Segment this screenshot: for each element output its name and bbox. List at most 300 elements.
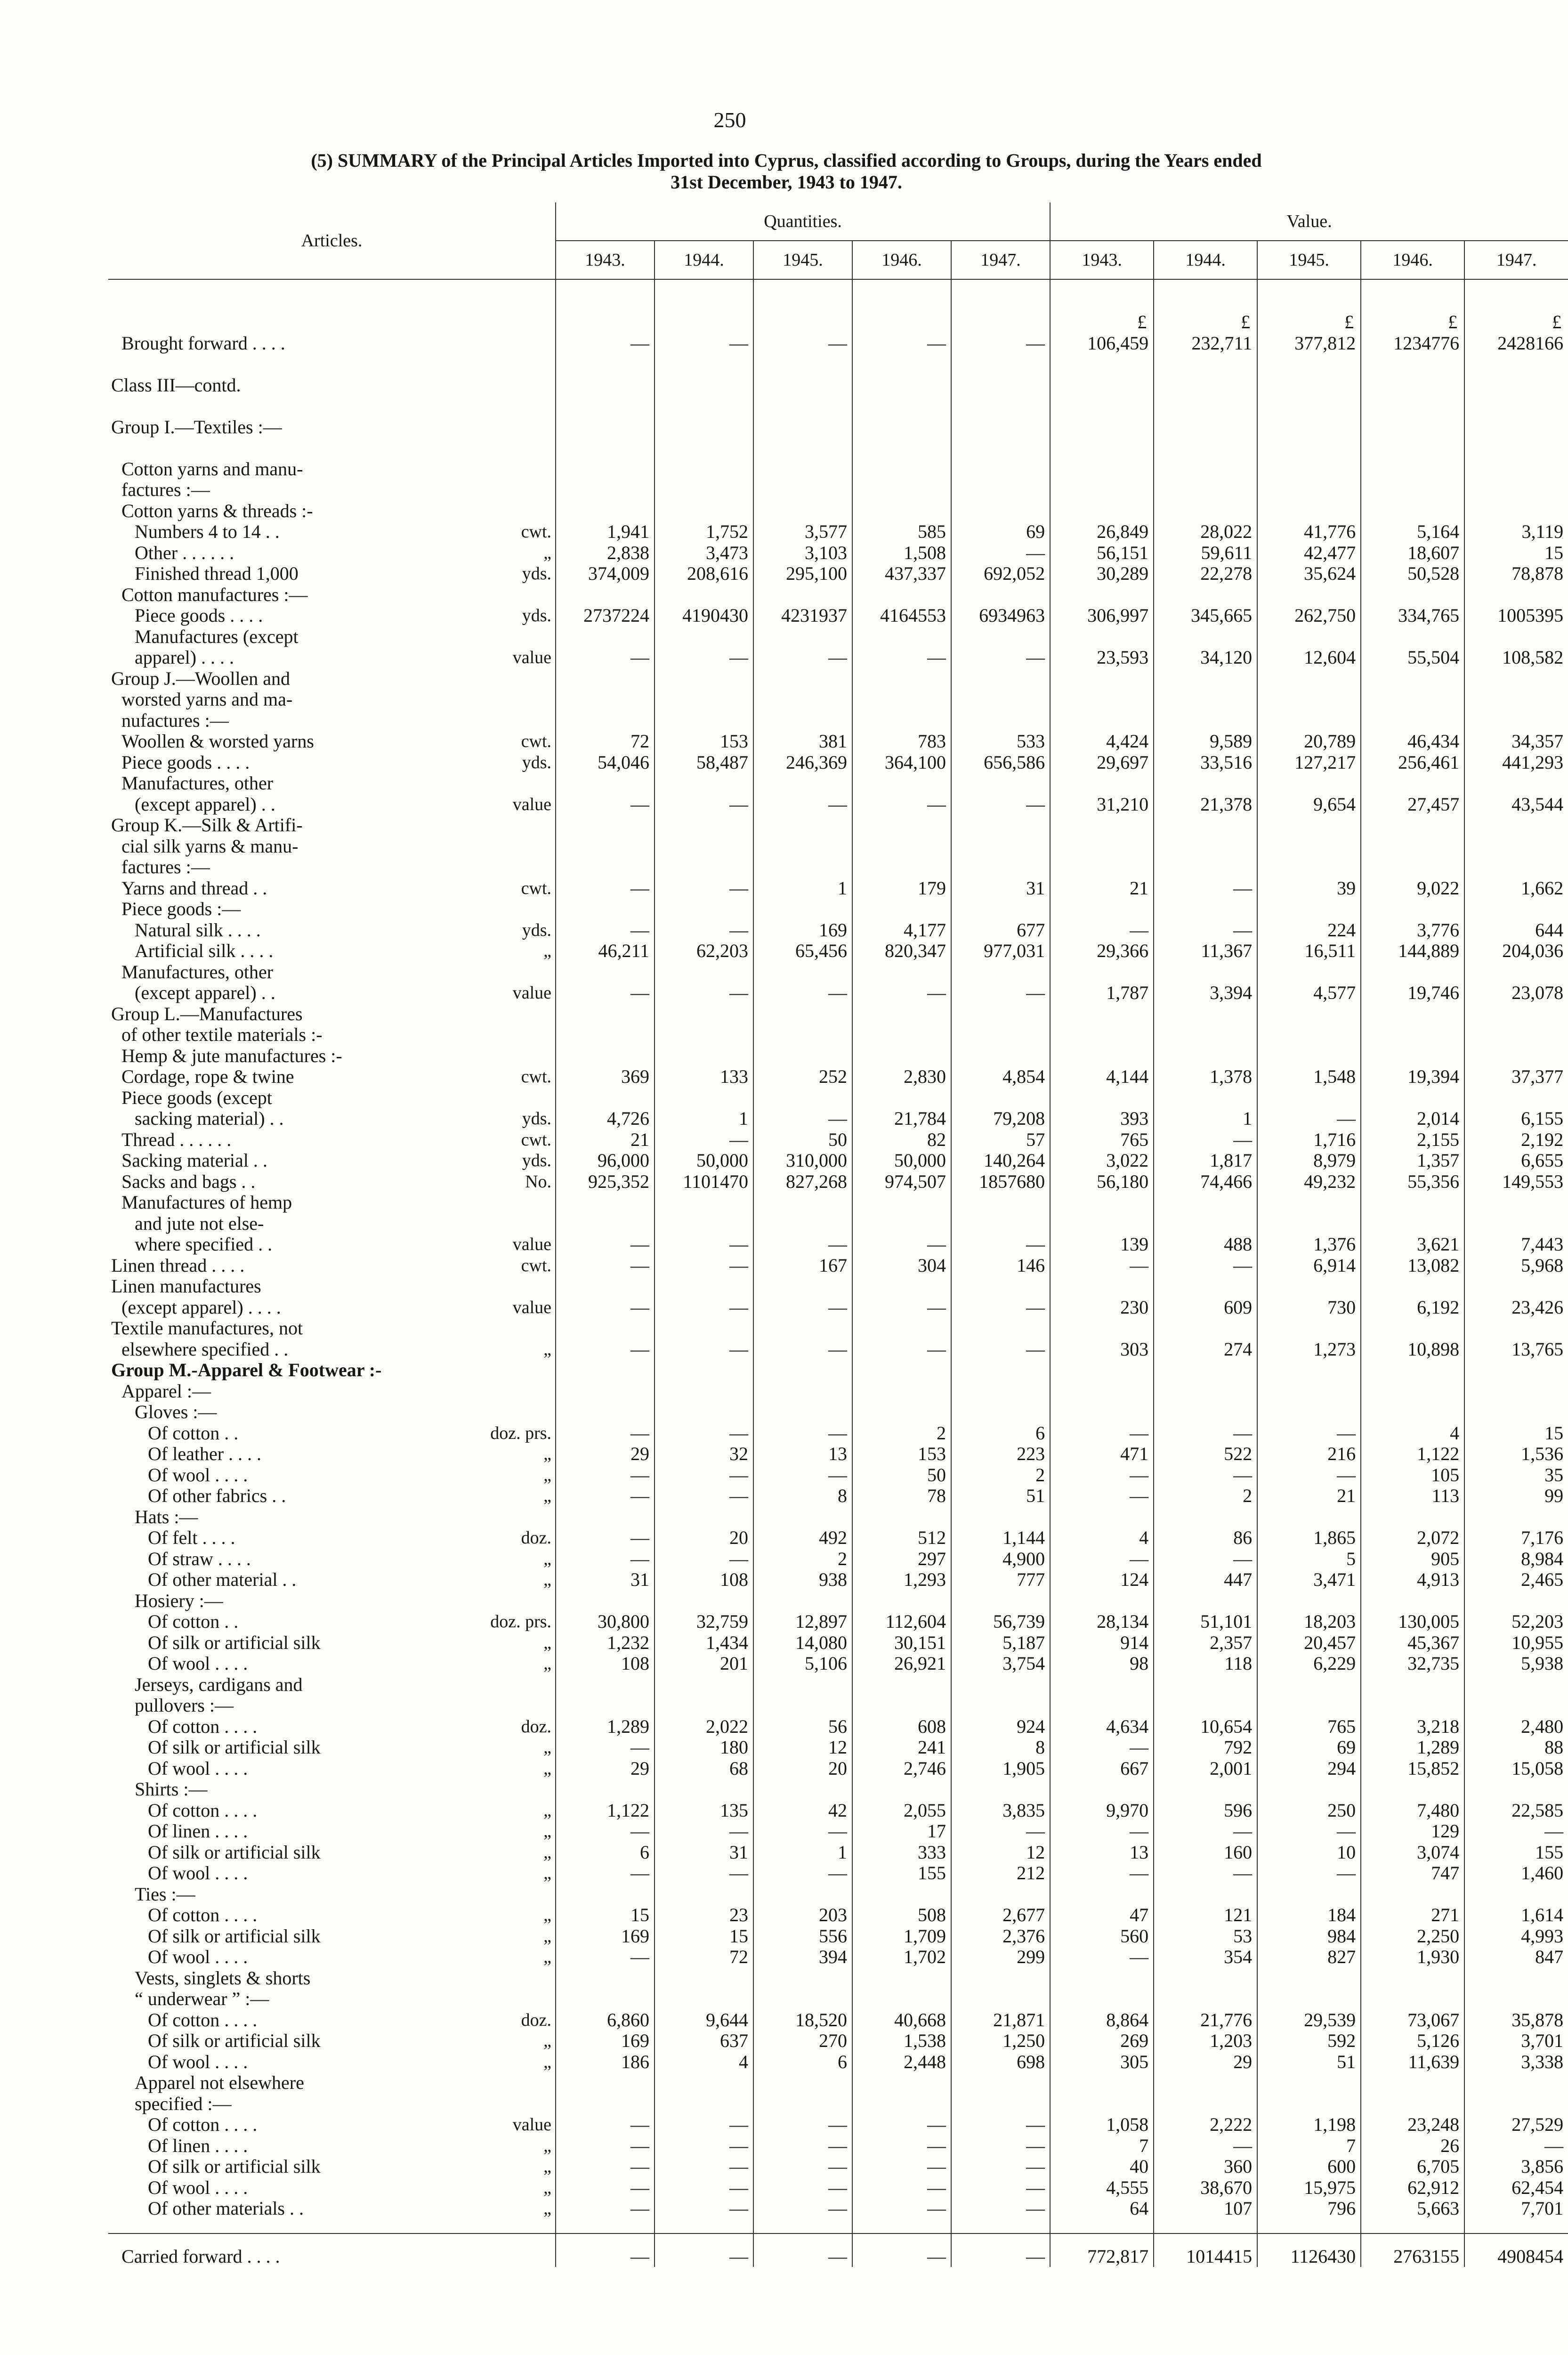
quantity-cell: 153 — [852, 1444, 951, 1465]
value-cell: 139 — [1050, 1234, 1154, 1255]
value-cell: 2,155 — [1361, 1129, 1464, 1150]
table-row — [108, 899, 1568, 920]
unit-label: doz. — [521, 1528, 552, 1548]
unit-label: cwt. — [521, 1067, 552, 1087]
quantity-cell — [852, 857, 951, 878]
spacer-cell — [951, 279, 1050, 308]
article-label: Class III—contd. — [111, 374, 241, 396]
table-row — [108, 626, 1568, 647]
quantity-year-header: 1946. — [852, 241, 951, 279]
quantity-cell: 977,031 — [951, 941, 1050, 962]
quantity-cell — [556, 773, 655, 794]
quantity-cell — [951, 1402, 1050, 1423]
table-row — [108, 1381, 1568, 1402]
value-cell: 69 — [1257, 1737, 1361, 1758]
quantity-cell — [556, 1884, 655, 1905]
quantity-cell: 201 — [655, 1653, 753, 1674]
quantity-cell: — — [556, 1527, 655, 1549]
quantity-cell — [655, 1045, 753, 1066]
page-number: 250 — [713, 108, 746, 132]
quantity-cell: — — [753, 1422, 852, 1444]
quantity-cell: — — [753, 1297, 852, 1318]
quantity-cell: 4,900 — [951, 1548, 1050, 1569]
article-label: Of silk or artificial silk — [148, 2030, 321, 2051]
unit-label: value — [512, 794, 552, 814]
unit-label — [447, 2072, 556, 2094]
article-label: Piece goods . . . . — [121, 751, 250, 773]
value-cell — [1464, 1989, 1568, 2010]
quantity-cell: — — [556, 1234, 655, 1255]
value-cell — [1361, 1674, 1464, 1695]
value-cell — [1361, 1695, 1464, 1716]
quantity-cell — [753, 1045, 852, 1066]
unit-label: „ — [543, 1549, 552, 1569]
value-cell — [1464, 1213, 1568, 1234]
value-cell: 47 — [1050, 1905, 1154, 1926]
quantity-cell — [852, 1213, 951, 1234]
value-cell — [1361, 710, 1464, 731]
quantity-cell — [753, 479, 852, 501]
quantity-cell — [753, 1213, 852, 1234]
quantity-cell — [753, 1276, 852, 1297]
quantity-cell: 12 — [753, 1737, 852, 1758]
unit-label: doz. prs. — [490, 1612, 552, 1632]
value-cell: 46,434 — [1361, 731, 1464, 752]
quantity-cell: 241 — [852, 1737, 951, 1758]
unit-label: „ — [543, 1947, 552, 1967]
table-row — [108, 1800, 1568, 1821]
quantity-cell — [852, 1318, 951, 1339]
table-row — [108, 2114, 1568, 2136]
quantity-cell — [753, 416, 852, 438]
quantity-cell — [951, 500, 1050, 521]
table-row — [108, 836, 1568, 857]
quantity-cell: 58,487 — [655, 752, 753, 773]
article-label: Of wool . . . . — [148, 1757, 248, 1779]
value-cell — [1050, 1045, 1154, 1066]
quantity-cell: 938 — [753, 1569, 852, 1591]
quantity-cell: — — [753, 2135, 852, 2156]
value-cell: — — [1154, 919, 1257, 941]
value-cell: 274 — [1154, 1339, 1257, 1360]
value-cell — [1361, 2072, 1464, 2094]
value-cell — [1361, 416, 1464, 438]
quantity-cell — [753, 1192, 852, 1213]
value-cell: 118 — [1154, 1653, 1257, 1674]
quantity-cell: 79,208 — [951, 1108, 1050, 1129]
value-cell — [1050, 1967, 1154, 1989]
quantity-cell: 46,211 — [556, 941, 655, 962]
quantity-cell — [753, 899, 852, 920]
value-cell — [1361, 438, 1464, 459]
table-row — [108, 731, 1568, 752]
table-row — [108, 1276, 1568, 1297]
value-cell — [1257, 1590, 1361, 1611]
value-cell: 667 — [1050, 1758, 1154, 1779]
value-cell — [1154, 1967, 1257, 1989]
quantity-cell: — — [852, 2135, 951, 2156]
value-cell: 6,705 — [1361, 2156, 1464, 2177]
value-cell: 127,217 — [1257, 752, 1361, 773]
quantity-cell: — — [753, 333, 852, 354]
quantity-cell: 656,586 — [951, 752, 1050, 773]
table-row — [108, 479, 1568, 501]
table-row — [108, 1716, 1568, 1737]
value-cell: 88 — [1464, 1737, 1568, 1758]
quantity-cell — [753, 689, 852, 710]
value-cell: 6,229 — [1257, 1653, 1361, 1674]
currency-symbol: £ — [1154, 308, 1257, 333]
value-total-cell: 772,817 — [1050, 2233, 1154, 2267]
value-cell: 23,078 — [1464, 983, 1568, 1004]
quantity-cell: 78 — [852, 1486, 951, 1507]
quantity-cell: — — [655, 1422, 753, 1444]
value-cell: 73,067 — [1361, 2009, 1464, 2030]
value-cell: 3,701 — [1464, 2030, 1568, 2052]
quantity-cell — [655, 1318, 753, 1339]
value-cell: 26 — [1361, 2135, 1464, 2156]
quantity-cell: — — [951, 647, 1050, 668]
quantity-cell: 381 — [753, 731, 852, 752]
quantity-cell — [753, 2072, 852, 2094]
quantity-cell: 1,709 — [852, 1925, 951, 1947]
spacer-cell — [1257, 279, 1361, 308]
article-label: Of wool . . . . — [148, 1464, 248, 1486]
quantity-cell — [951, 1381, 1050, 1402]
quantity-cell: 29 — [556, 1444, 655, 1465]
table-row — [108, 1779, 1568, 1800]
quantity-cell — [655, 857, 753, 878]
quantity-cell: — — [655, 919, 753, 941]
quantity-cell — [951, 1989, 1050, 2010]
quantity-cell: 2,022 — [655, 1716, 753, 1737]
value-cell: 21,378 — [1154, 794, 1257, 815]
unit-label: „ — [543, 941, 552, 961]
article-label: Of silk or artificial silk — [148, 1737, 321, 1758]
article-label — [108, 396, 447, 417]
value-cell — [1154, 479, 1257, 501]
value-cell — [1050, 1381, 1154, 1402]
value-cell: 39 — [1257, 877, 1361, 899]
unit-label: yds. — [522, 564, 552, 584]
carried-forward-row — [108, 2233, 1568, 2267]
quantity-cell — [852, 1381, 951, 1402]
spacer-cell — [108, 2219, 447, 2233]
value-cell: 130,005 — [1361, 1611, 1464, 1632]
quantity-cell — [951, 1779, 1050, 1800]
quantity-cell — [556, 1381, 655, 1402]
article-label: Cotton yarns and manu- — [121, 458, 303, 479]
value-cell — [1361, 500, 1464, 521]
value-cell — [1257, 1045, 1361, 1066]
quantity-cell — [753, 354, 852, 375]
value-cell: 644 — [1464, 919, 1568, 941]
value-cell — [1361, 1087, 1464, 1108]
value-cell — [1154, 584, 1257, 605]
value-cell: 31,210 — [1050, 794, 1154, 815]
unit-label — [447, 1695, 556, 1716]
value-cell: 1,536 — [1464, 1444, 1568, 1465]
quantity-cell — [753, 1381, 852, 1402]
value-cell — [1464, 773, 1568, 794]
quantity-year-header: 1944. — [655, 241, 753, 279]
quantity-cell — [852, 479, 951, 501]
value-cell — [1154, 458, 1257, 479]
value-cell — [1361, 479, 1464, 501]
article-label: Yarns and thread . . — [121, 877, 267, 899]
value-cell: 471 — [1050, 1444, 1154, 1465]
unit-label — [447, 2233, 556, 2267]
table-row — [108, 1150, 1568, 1171]
unit-label: doz. — [521, 1716, 552, 1737]
unit-label — [447, 458, 556, 479]
value-cell: 184 — [1257, 1905, 1361, 1926]
value-cell — [1361, 1381, 1464, 1402]
value-cell — [1361, 1024, 1464, 1046]
quantity-cell — [951, 668, 1050, 689]
quantity-cell: — — [556, 1548, 655, 1569]
value-cell: 29,366 — [1050, 941, 1154, 962]
quantity-cell — [556, 836, 655, 857]
value-cell — [1257, 438, 1361, 459]
table-row — [108, 374, 1568, 396]
value-cell: 7,176 — [1464, 1527, 1568, 1549]
value-year-header: 1944. — [1154, 241, 1257, 279]
quantity-cell: — — [951, 1234, 1050, 1255]
quantity-cell — [852, 584, 951, 605]
value-cell: 33,516 — [1154, 752, 1257, 773]
quantity-cell: 1 — [753, 877, 852, 899]
value-cell — [1154, 500, 1257, 521]
article-label: Of wool . . . . — [148, 2176, 248, 2198]
value-cell — [1464, 584, 1568, 605]
value-cell: 52,203 — [1464, 1611, 1568, 1632]
value-cell: — — [1050, 1821, 1154, 1842]
value-cell: 345,665 — [1154, 605, 1257, 626]
value-cell: 377,812 — [1257, 333, 1361, 354]
quantity-cell — [852, 668, 951, 689]
quantity-cell — [852, 1045, 951, 1066]
quantity-cell: 252 — [753, 1066, 852, 1088]
table-row — [108, 1632, 1568, 1653]
value-cell — [1464, 396, 1568, 417]
quantity-cell: 31 — [556, 1569, 655, 1591]
quantity-cell — [951, 899, 1050, 920]
imports-summary-table — [108, 203, 1568, 2267]
value-cell — [1050, 1318, 1154, 1339]
value-cell: — — [1050, 1255, 1154, 1276]
value-cell: 56,151 — [1050, 542, 1154, 563]
value-cell: 3,394 — [1154, 983, 1257, 1004]
unit-label — [447, 416, 556, 438]
quantity-cell: — — [655, 2135, 753, 2156]
table-row — [108, 1569, 1568, 1591]
quantity-cell: 2,677 — [951, 1905, 1050, 1926]
value-cell — [1050, 1674, 1154, 1695]
quantity-cell: — — [753, 1863, 852, 1884]
quantity-cell: — — [655, 1486, 753, 1507]
value-cell — [1050, 1213, 1154, 1234]
quantity-cell — [852, 899, 951, 920]
quantity-cell — [655, 1360, 753, 1381]
table-row — [108, 1590, 1568, 1611]
quantity-cell: 4 — [655, 2051, 753, 2072]
article-label: Hemp & jute manufactures :- — [121, 1045, 342, 1066]
value-cell: 43,544 — [1464, 794, 1568, 815]
quantity-cell — [753, 1967, 852, 1989]
value-cell: — — [1050, 1863, 1154, 1884]
quantity-cell — [852, 1884, 951, 1905]
quantity-cell — [852, 1024, 951, 1046]
article-label: Other . . . . . . — [135, 542, 234, 563]
quantity-cell — [753, 1024, 852, 1046]
article-label: Hats :— — [135, 1506, 198, 1527]
unit-label — [447, 374, 556, 396]
value-cell: 144,889 — [1361, 941, 1464, 962]
quantity-cell: — — [753, 794, 852, 815]
value-cell: 1,817 — [1154, 1150, 1257, 1171]
value-cell — [1361, 458, 1464, 479]
value-cell — [1050, 1360, 1154, 1381]
quantity-cell: — — [655, 1821, 753, 1842]
quantity-cell — [852, 458, 951, 479]
value-cell — [1050, 626, 1154, 647]
table-row — [108, 2051, 1568, 2072]
value-cell: — — [1050, 1548, 1154, 1569]
quantity-cell: — — [655, 1339, 753, 1360]
quantity-cell: 1,289 — [556, 1716, 655, 1737]
table-row — [108, 815, 1568, 836]
value-cell: 59,611 — [1154, 542, 1257, 563]
quantity-cell — [852, 354, 951, 375]
table-row — [108, 710, 1568, 731]
value-cell: 106,459 — [1050, 333, 1154, 354]
value-cell: — — [1257, 1108, 1361, 1129]
value-cell: — — [1154, 1255, 1257, 1276]
article-label: Manufactures (except — [135, 625, 299, 647]
article-label: Manufactures of hemp — [121, 1192, 292, 1213]
value-cell — [1361, 2093, 1464, 2114]
quantity-cell: 2,376 — [951, 1925, 1050, 1947]
quantity-cell — [852, 500, 951, 521]
value-cell: — — [1050, 1422, 1154, 1444]
value-cell: 9,970 — [1050, 1800, 1154, 1821]
quantity-cell — [556, 2093, 655, 2114]
quantity-cell: 42 — [753, 1800, 852, 1821]
quantity-cell: — — [556, 794, 655, 815]
value-cell — [1361, 1967, 1464, 1989]
title-line-1: (5) SUMMARY of the Principal Articles Imported into Cyprus, classified according to Groups, during the Years ended — [311, 150, 1262, 171]
quantity-cell — [852, 1506, 951, 1527]
value-cell — [1050, 500, 1154, 521]
quantity-cell: 133 — [655, 1066, 753, 1088]
quantity-cell — [852, 438, 951, 459]
quantity-cell — [655, 710, 753, 731]
value-cell: 7 — [1257, 2135, 1361, 2156]
value-cell: 600 — [1257, 2156, 1361, 2177]
table-row — [108, 1444, 1568, 1465]
unit-label — [447, 1381, 556, 1402]
unit-label — [447, 1213, 556, 1234]
value-cell — [1154, 1024, 1257, 1046]
table-row — [108, 1339, 1568, 1360]
value-cell: 1,357 — [1361, 1150, 1464, 1171]
quantity-cell — [753, 1360, 852, 1381]
title-line-2: 31st December, 1943 to 1947. — [671, 171, 902, 193]
article-label: “ underwear ” :— — [135, 1988, 269, 2009]
value-cell: 1,289 — [1361, 1737, 1464, 1758]
value-cell: 21 — [1050, 877, 1154, 899]
article-label: Of wool . . . . — [148, 1862, 248, 1884]
quantity-cell — [852, 1087, 951, 1108]
value-cell — [1154, 438, 1257, 459]
unit-label — [447, 479, 556, 501]
quantity-cell: — — [655, 2198, 753, 2219]
value-cell — [1050, 1590, 1154, 1611]
quantity-cell — [951, 1192, 1050, 1213]
quantity-cell — [951, 1045, 1050, 1066]
quantity-cell — [951, 2072, 1050, 2094]
article-label: Of wool . . . . — [148, 1946, 248, 1967]
value-cell — [1257, 1674, 1361, 1695]
value-cell: 747 — [1361, 1863, 1464, 1884]
quantity-cell — [556, 584, 655, 605]
unit-label — [447, 961, 556, 983]
quantity-cell — [753, 438, 852, 459]
article-label: Cotton manufactures :— — [121, 584, 308, 605]
quantity-cell: 2,448 — [852, 2051, 951, 2072]
value-cell: 4,555 — [1050, 2177, 1154, 2198]
value-cell — [1464, 689, 1568, 710]
value-cell: — — [1050, 1947, 1154, 1968]
article-label: Of linen . . . . — [148, 1820, 248, 1842]
value-cell: — — [1050, 1737, 1154, 1758]
value-cell: 3,074 — [1361, 1842, 1464, 1863]
table-row — [108, 1045, 1568, 1066]
quantity-cell — [753, 773, 852, 794]
quantity-cell: — — [655, 2156, 753, 2177]
value-cell: 62,454 — [1464, 2177, 1568, 2198]
quantity-cell — [556, 1779, 655, 1800]
quantity-cell — [852, 1402, 951, 1423]
value-cell: 10,898 — [1361, 1339, 1464, 1360]
value-cell: — — [1154, 1422, 1257, 1444]
quantity-cell — [951, 1674, 1050, 1695]
article-label: Manufactures, other — [121, 772, 274, 794]
article-label: Of cotton . . . . — [148, 2009, 258, 2030]
quantity-cell — [753, 857, 852, 878]
quantity-cell — [556, 354, 655, 375]
table-row — [108, 1611, 1568, 1632]
spacer-cell — [1257, 2219, 1361, 2233]
quantity-cell — [655, 500, 753, 521]
unit-label — [447, 1024, 556, 1046]
table-row — [108, 647, 1568, 668]
quantity-total-cell: — — [556, 2233, 655, 2267]
quantity-cell: — — [852, 794, 951, 815]
quantity-cell: 2,055 — [852, 1800, 951, 1821]
quantity-cell — [655, 1381, 753, 1402]
value-cell — [1154, 668, 1257, 689]
article-label: Group K.—Silk & Artifi- — [111, 814, 303, 836]
quantity-cell: — — [753, 2114, 852, 2136]
value-cell: 3,776 — [1361, 919, 1464, 941]
unit-label: cwt. — [521, 1129, 552, 1150]
quantity-cell — [556, 2072, 655, 2094]
unit-label — [447, 1590, 556, 1611]
value-cell — [1464, 668, 1568, 689]
quantity-cell — [556, 1192, 655, 1213]
